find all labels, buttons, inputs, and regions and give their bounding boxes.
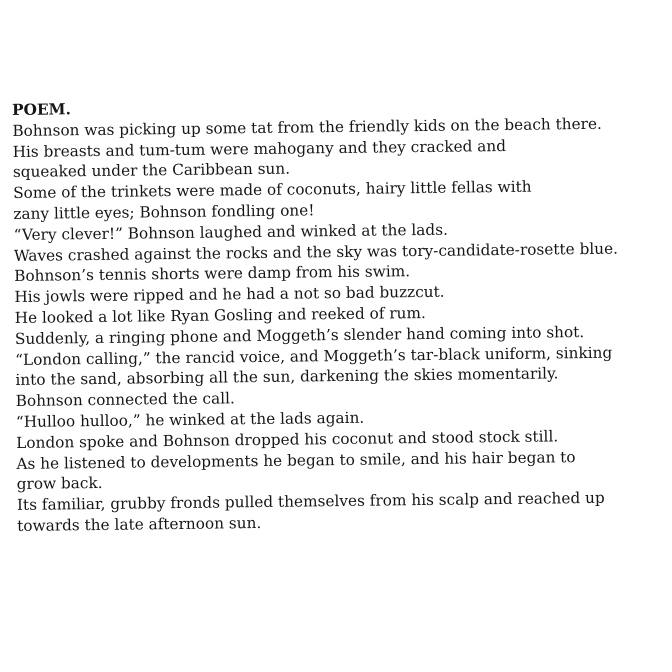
poem-line: Its familiar, grubby fronds pulled themselves from his scalp and reached up xyxy=(16,488,605,515)
poem-line: Suddenly, a ringing phone and Moggeth’s slender hand coming into shot. xyxy=(14,322,585,348)
poem-line: “Very clever!” Bohnson laughed and winked at the lads. xyxy=(13,220,448,244)
poem-line: squeaked under the Caribbean sun. xyxy=(12,159,291,182)
poem-text-block xyxy=(12,92,669,537)
poem-line: His jowls were ripped and he had a not so bad buzzcut. xyxy=(14,282,445,307)
poem-line: zany little eyes; Bohnson fondling one! xyxy=(13,201,315,223)
poem-line: He looked a lot like Ryan Gosling and reeked of rum. xyxy=(14,303,426,327)
poem-line: His breasts and tum-tum were mahogany and they cracked and xyxy=(12,136,507,161)
poem-line: into the sand, absorbing all the sun, darkening the skies momentarily. xyxy=(15,364,559,390)
poem-line: Bohnson’s tennis shorts were damp from his swim. xyxy=(14,262,411,286)
poem-line: grow back. xyxy=(16,474,103,494)
poem-line: Bohnson was picking up some tat from the friendly kids on the beach there. xyxy=(12,114,602,140)
poem-line: towards the late afternoon sun. xyxy=(17,513,262,535)
poem-line: Waves crashed against the rocks and the sky was tory-candidate-rosette blue. xyxy=(13,239,619,265)
poem-line: London spoke and Bohnson dropped his coconut and stood stock still. xyxy=(16,427,559,452)
poem-line: Bohnson connected the call. xyxy=(15,389,235,411)
poem-line: As he listened to developments he began to smile, and his hair began to xyxy=(16,447,576,473)
poem-line: Some of the trinkets were made of coconuts, hairy little fellas with xyxy=(13,177,532,203)
poem-line: “London calling,” the rancid voice, and Moggeth’s tar-black uniform, sinking xyxy=(15,343,613,369)
poem-title: POEM. xyxy=(12,100,71,119)
poem-line: “Hulloo hulloo,” he winked at the lads again. xyxy=(15,408,365,431)
